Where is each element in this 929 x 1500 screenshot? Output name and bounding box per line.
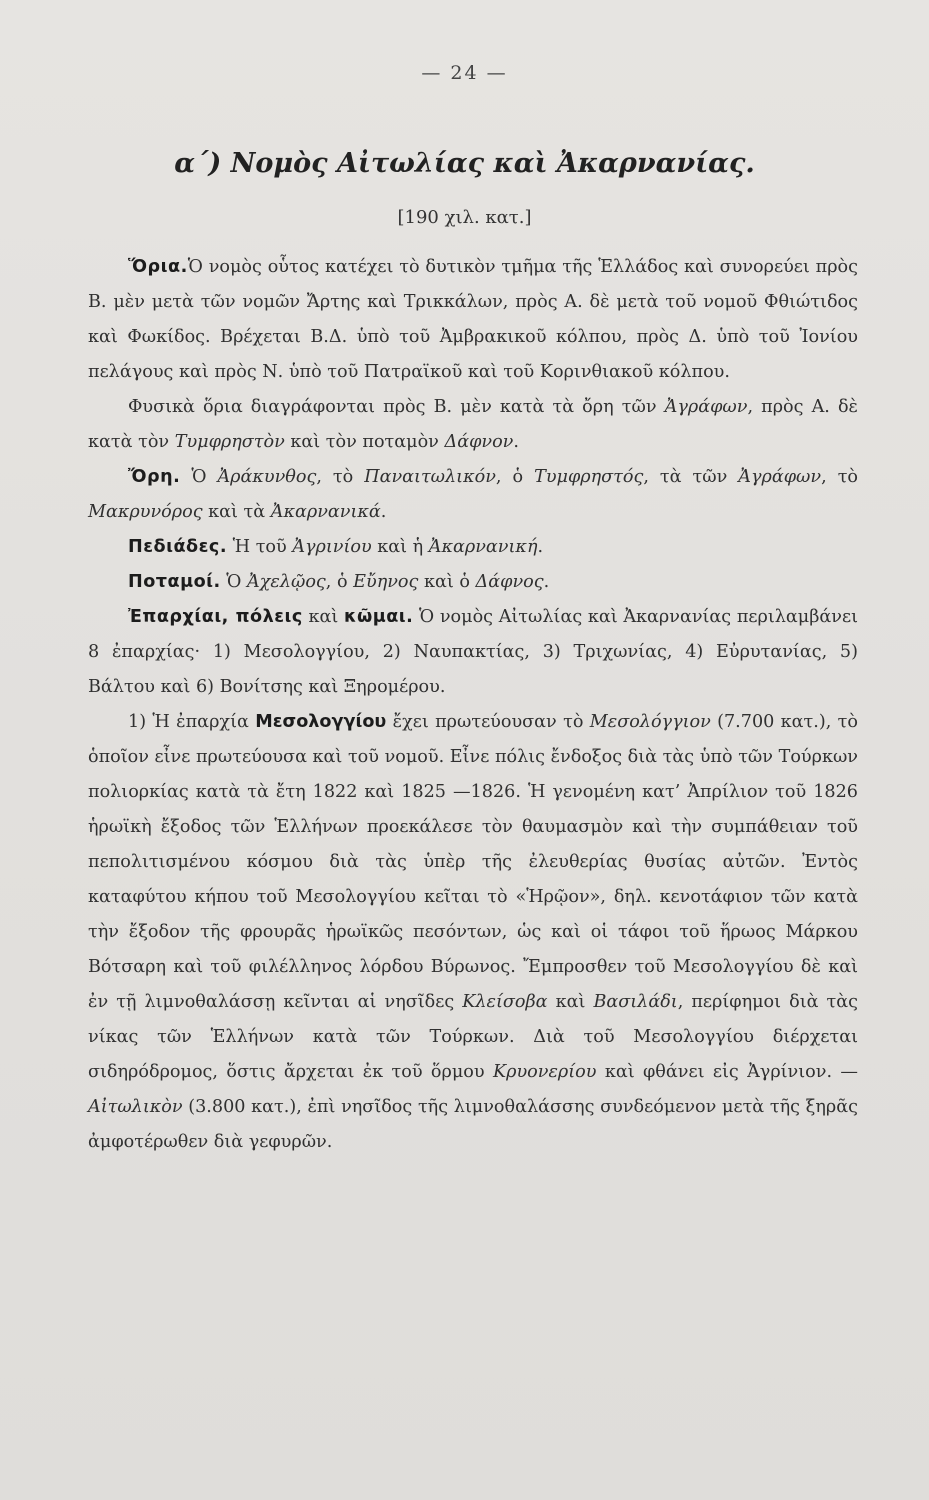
provinces-text: Ὁ νομὸς Αἰτωλίας καὶ Ἀκαρνανίας περιλαμβάνει 8 ἐπαρχίας· 1) Μεσολογγίου, 2) Ναυπακτίας, 3) Τριχωνίας, 4) Εὐρυτανίας, 5) Βάλτου καὶ 6) Βονίτσης καὶ Ξηρομέρου.: [88, 607, 858, 697]
heading-villages: κῶμαι.: [343, 607, 414, 627]
area-note: [190 χιλ. κατ.]: [397, 207, 532, 228]
mountains-text: , τὰ τῶν: [643, 467, 739, 487]
natural-boundaries-text: .: [513, 432, 519, 452]
mesolongi-text: 1) Ἡ ἐπαρχία: [128, 712, 256, 732]
paragraph-provinces: [88, 600, 858, 705]
section-title: α΄) Νομὸς Αἰτωλίας καὶ Ἀκαρνανίας.: [174, 148, 755, 179]
plain-akarnaniki: Ἀκαρνανική: [428, 537, 538, 557]
mountain-akarnanika: Ἀκαρνανικά: [270, 502, 381, 522]
heading-rivers: Ποταμοί.: [128, 572, 221, 592]
mountains-text: καὶ τὰ: [202, 502, 271, 522]
harbor-kryoneri: Κρυονερίου: [492, 1062, 597, 1082]
page-number: — 24 —: [421, 62, 508, 84]
mountains-text: , ὁ: [495, 467, 535, 487]
place-agrafa: Ἀγράφων: [664, 397, 748, 417]
mesolongi-text: καὶ φθάνει εἰς Ἀγρίνιον. —: [596, 1062, 859, 1082]
mesolongi-text: καὶ: [547, 992, 594, 1012]
mesolongi-text: (3.800 κατ.), ἐπὶ νησῖδος τῆς λιμνοθαλάσσης συνδεόμενον μετὰ τῆς ξηρᾶς ἀμφοτέρωθεν διὰ γεφυρῶν.: [88, 1097, 858, 1152]
heading-provinces: Ἐπαρχίαι, πόλεις: [128, 607, 303, 627]
mesolongi-text: ἔχει πρωτεύουσαν τὸ: [386, 712, 590, 732]
mountain-agrafa: Ἀγράφων: [738, 467, 822, 487]
paragraph-plains: [88, 530, 858, 565]
plains-text: .: [537, 537, 544, 557]
paragraph-boundaries: [88, 250, 858, 390]
plains-text: Ἡ τοῦ: [227, 537, 293, 557]
river-evinos: Εὔηνος: [353, 572, 419, 592]
mountains-text: .: [380, 502, 387, 522]
plains-text: καὶ ἡ: [371, 537, 429, 557]
provinces-text: καὶ: [302, 607, 344, 627]
natural-boundaries-text: καὶ τὸν ποταμὸν: [284, 432, 445, 452]
mountain-tymfristos: Τυμφρηστός: [534, 467, 644, 487]
natural-boundaries-text: , πρὸς Α. δὲ κατὰ τὸν: [88, 397, 859, 452]
paragraph-mountains: [88, 460, 858, 530]
town-mesolongi: Μεσολόγγιον: [589, 712, 711, 732]
heading-mountains: Ὄρη.: [128, 467, 181, 487]
paragraph-rivers: [88, 565, 858, 600]
mesolongi-text: , περίφημοι διὰ τὰς νίκας τῶν Ἑλλήνων κατὰ τῶν Τούρκων. Διὰ τοῦ Μεσολογγίου διέρχεται σιδηρόδρομος, ὅστις ἄρχεται ἐκ τοῦ ὅρμου: [88, 992, 858, 1082]
rivers-text: , ὁ: [325, 572, 354, 592]
paragraph-mesolongi: [88, 705, 858, 1160]
natural-boundaries-text: Φυσικὰ ὅρια διαγράφονται πρὸς Β. μὲν κατὰ τὰ ὄρη τῶν: [128, 397, 665, 417]
heading-plains: Πεδιάδες.: [128, 537, 228, 557]
rivers-text: .: [543, 572, 550, 592]
islet-kleisova: Κλείσοβα: [462, 992, 548, 1012]
mesolongi-text: (7.700 κατ.), τὸ ὁποῖον εἶνε πρωτεύουσα καὶ τοῦ νομοῦ. Εἶνε πόλις ἔνδοξος διὰ τὰς ὑπὸ τῶν Τούρκων πολιορκίας κατὰ τὰ ἔτη 1822 καὶ 1825 —1826. Ἡ γενομένη κατ’ Ἀπρίλιον τοῦ 1826 ἡρωϊκὴ ἔξοδος τῶν Ἑλλήνων προεκάλεσε τὸν θαυμασμὸν καὶ τὴν συμπάθειαν τοῦ πεπολιτισμένου κόσμου διὰ τὰς ὑπὲρ τῆς ἐλευθερίας θυσίας αὐτῶν. Ἐντὸς καταφύτου κήπου τοῦ Μεσολογγίου κεῖται τὸ «Ἡρῷον», δηλ. κενοτάφιον τῶν κατὰ τὴν ἔξοδον τῆς φρουρᾶς ἡρωϊκῶς πεσόντων, ὡς καὶ οἱ τάφοι τοῦ ἥρωος Μάρκου Βότσαρη καὶ τοῦ φιλέλληνος λόρδου Βύρωνος. Ἔμπροσθεν τοῦ Μεσολογγίου δὲ καὶ ἐν τῇ λιμνοθαλάσσῃ κεῖνται αἱ νησῖδες: [88, 712, 858, 1012]
mountains-text: , τὸ: [316, 467, 365, 487]
mountains-text: Ὁ: [180, 467, 218, 487]
mountain-panaitoliko: Παναιτωλικόν: [364, 467, 496, 487]
rivers-text: καὶ ὁ: [418, 572, 476, 592]
boundaries-text: Ὁ νομὸς οὗτος κατέχει τὸ δυτικὸν τμῆμα τῆς Ἑλλάδος καὶ συνορεύει πρὸς Β. μὲν μετὰ τῶν νομῶν Ἄρτης καὶ Τρικκάλων, πρὸς Α. δὲ μετὰ τοῦ νομοῦ Φθιώτιδος καὶ Φωκίδος. Βρέχεται Β.Δ. ὑπὸ τοῦ Ἀμβρακικοῦ κόλπου, πρὸς Δ. ὑπὸ τοῦ Ἰονίου πελάγους καὶ πρὸς Ν. ὑπὸ τοῦ Πατραϊκοῦ καὶ τοῦ Κορινθιακοῦ κόλπου.: [88, 257, 858, 382]
paragraph-natural-boundaries: [88, 390, 858, 460]
mountains-text: , τὸ: [821, 467, 859, 487]
heading-boundaries: Ὅρια.: [128, 257, 188, 277]
body-text: [88, 250, 858, 1160]
town-aitoliko: Αἰτωλικὸν: [88, 1097, 183, 1117]
place-dafnos: Δάφνον: [444, 432, 514, 452]
rivers-text: Ὁ: [220, 572, 248, 592]
river-acheloos: Ἀχελῷος: [247, 572, 326, 592]
plain-agrinio: Ἀγρινίου: [292, 537, 372, 557]
province-mesolongi: Μεσολογγίου: [255, 712, 387, 732]
river-dafnos: Δάφνος: [475, 572, 544, 592]
mountain-arakynthos: Ἀράκυνθος: [217, 467, 317, 487]
place-tymfristos: Τυμφρηστὸν: [174, 432, 285, 452]
islet-vasiladi: Βασιλάδι: [593, 992, 678, 1012]
mountain-makrynoros: Μακρυνόρος: [88, 502, 203, 522]
